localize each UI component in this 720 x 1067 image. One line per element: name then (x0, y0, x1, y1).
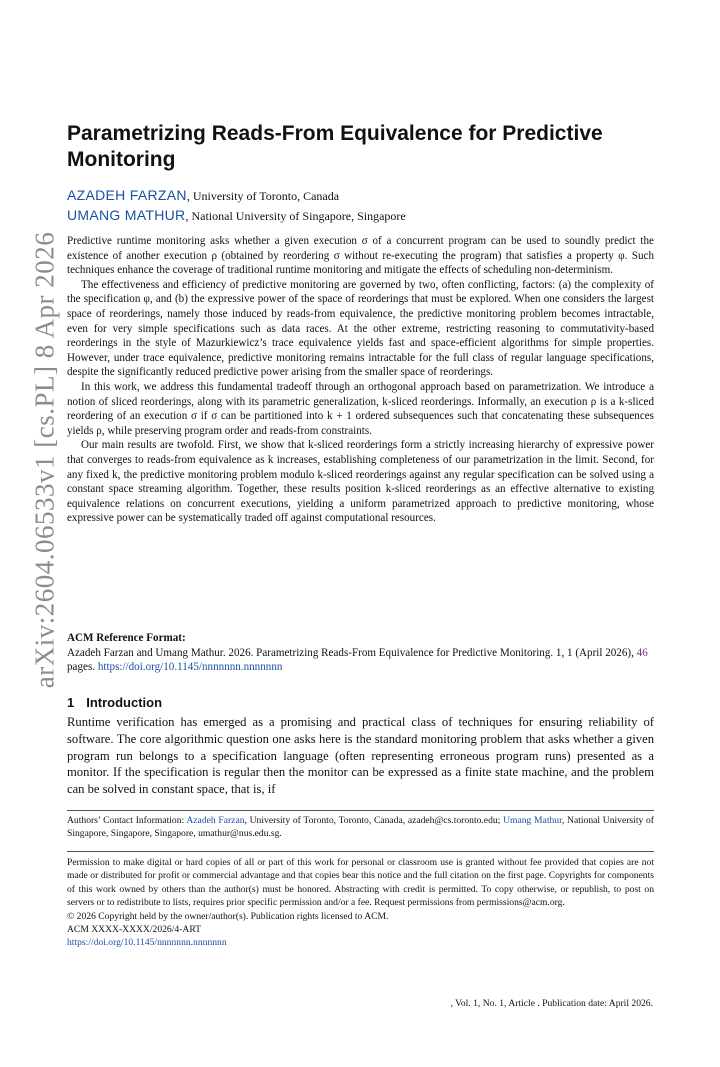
section-title: Introduction (86, 695, 163, 710)
contact-details: , National University of Singapore, Singapore, Singapore, umathur@nus.edu.sg. (67, 815, 654, 840)
contact-author-link[interactable]: Umang Mathur (503, 815, 562, 826)
permission-notice (67, 856, 654, 950)
abstract-paragraph: Predictive runtime monitoring asks whether a given execution σ of a concurrent program can be used to soundly predict the existence of another execution ρ (obtained by reordering σ without re-executing the program) that satisfies a property φ. Such techniques enhance the coverage of traditional runtime monitoring and mitigate the effects of scheduling non-determinism. (67, 235, 654, 277)
doi-link[interactable]: https://doi.org/10.1145/nnnnnnn.nnnnnnn (97, 661, 283, 674)
divider (67, 851, 654, 852)
author-name[interactable]: AZADEH FARZAN (67, 187, 187, 203)
abstract (67, 234, 654, 526)
author-affiliation: , University of Toronto, Canada (186, 189, 340, 203)
contact-author-link[interactable]: Azadeh Farzan (186, 815, 245, 826)
divider (67, 810, 654, 811)
author-entry (67, 206, 657, 226)
author-list (67, 186, 657, 226)
paper-title: Parametrizing Reads-From Equivalence for Predictive Monitoring (67, 122, 603, 171)
section-number: 1 (67, 695, 75, 710)
acm-reference-format (67, 631, 654, 675)
arxiv-id: arXiv:2604.06533v1 [cs.PL] 8 Apr 2026 (29, 231, 60, 689)
acm-id: ACM XXXX-XXXX/2026/4-ART (67, 924, 201, 936)
author-affiliation: , National University of Singapore, Singapore (185, 209, 406, 223)
acm-reference-text: Azadeh Farzan and Umang Mathur. 2026. Parametrizing Reads-From Equivalence for Predictive Monitoring. 1, 1 (April 2026), (67, 646, 637, 659)
arxiv-watermark (28, 200, 62, 720)
author-entry (67, 186, 657, 206)
copyright-line: © 2026 Copyright held by the owner/author(s). Publication rights licensed to ACM. (67, 910, 389, 922)
abstract-paragraph: In this work, we address this fundamental tradeoff through an orthogonal approach based on parametrization. We introduce a notion of sliced reorderings, along with its parametric generalization, k-sliced reorderings. Informally, an execution ρ is a k-sliced reordering of an execution σ if σ can be partitioned into k + 1 ordered subsequences such that concatenating these subsequences yields ρ, while preserving program order and reads-from constraints. (67, 380, 654, 437)
section-heading (67, 695, 162, 710)
contact-prefix: Authors’ Contact Information: (67, 815, 187, 826)
permission-text: Permission to make digital or hard copies of all or part of this work for personal or classroom use is granted without fee provided that copies are not made or distributed for profit or commercial advantage and that copies bear this notice and the full citation on the first page. Copyrights for components of this work owned by others than the author(s) must be honored. Abstracting with credit is permitted. To copy otherwise, or republish, to post on servers or to redistribute to lists, requires prior specific permission and/or a fee. Request permissions from permissions@acm.org. (67, 857, 654, 909)
acm-reference-label: ACM Reference Format: (67, 632, 186, 644)
author-name[interactable]: UMANG MATHUR (67, 207, 186, 223)
page-count-link[interactable]: 46 (636, 646, 648, 659)
abstract-paragraph: The effectiveness and efficiency of predictive monitoring are governed by two, often conflicting, factors: (a) the complexity of the specification φ, and (b) the expressive power of the space of reorderings that must be explored. When one considers the largest space of reorderings, namely those induced by reads-from equivalence, the predictive monitoring problem becomes intractable, even for very simple specifications such as data races. At the other extreme, restricting reasoning to commutativity-based reorderings in the style of Mazurkiewicz’s trace equivalence yields fast and space-efficient algorithms for simple properties. However, under trace equivalence, predictive monitoring remains intractable for the full class of regular language specifications, despite the significantly reduced predictive power arising from the smaller space of reorderings. (67, 278, 654, 379)
doi-link[interactable]: https://doi.org/10.1145/nnnnnnn.nnnnnnn (67, 937, 227, 949)
contact-details: , University of Toronto, Toronto, Canada, azadeh@cs.toronto.edu; (244, 815, 504, 826)
intro-paragraph: Runtime verification has emerged as a promising and practical class of techniques for ensuring reliability of software. The core algorithmic question one asks here is the standard monitoring problem that asks whether a given program run belongs to a specification language (often representing erroneous program runs) presented as a monitor. If the specification is regular then the monitor can be expressed as a finite state machine, and the problem can be solved in constant space, that is, if (67, 715, 654, 797)
pages-suffix: pages. (67, 661, 98, 674)
abstract-paragraph: Our main results are twofold. First, we show that k-sliced reorderings form a strictly increasing hierarchy of expressive power that converges to reads-from equivalence as k increases, establishing completeness of our parametrization in the limit. Second, for any fixed k, the predictive monitoring problem modulo k-sliced reorderings against any regular specification can be solved using a constant space streaming algorithm. Together, these results position k-sliced reorderings as an effective alternative to existing equivalence relations on concurrent executions, yielding a uniform parametrized approach to predictive monitoring, whose expressive power can be systematically traded off against computational resources. (67, 439, 654, 525)
contact-information (67, 814, 654, 841)
page-footer: , Vol. 1, No. 1, Article . Publication date: April 2026. (450, 998, 653, 1009)
